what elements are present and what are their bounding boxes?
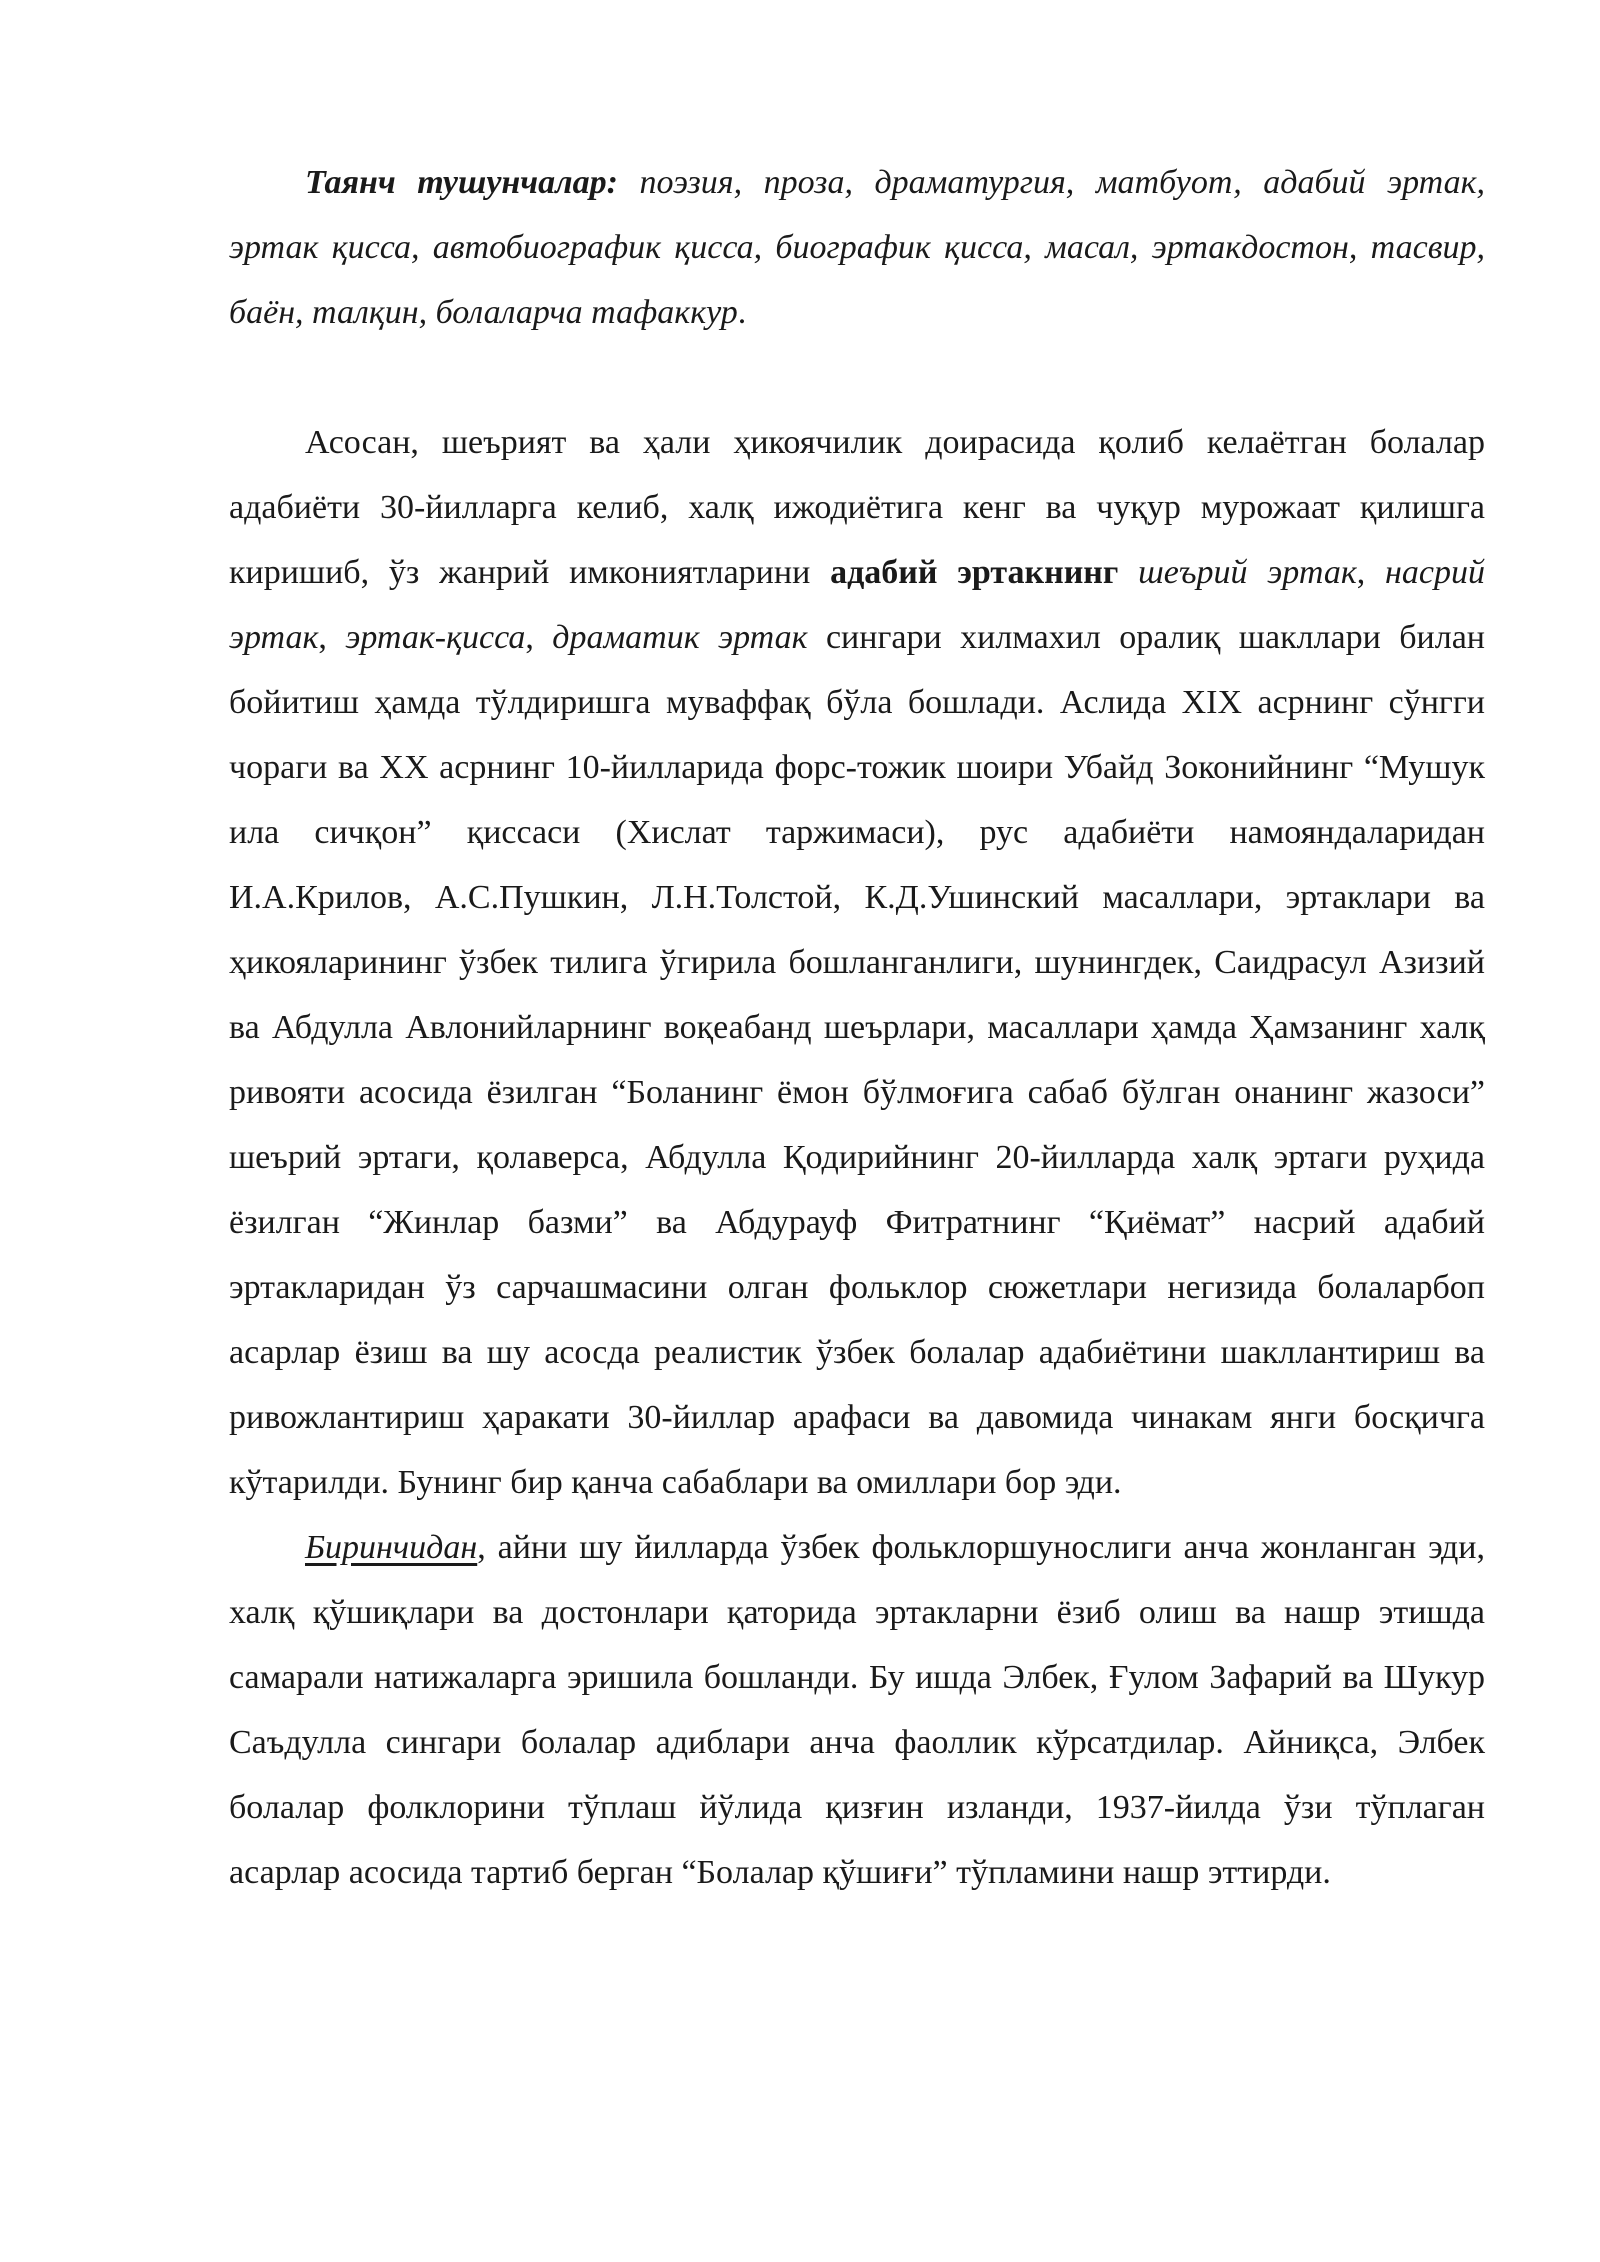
paragraph-1-italic-term-4: драматик эртак bbox=[552, 619, 808, 656]
body-paragraph-1 bbox=[229, 410, 1485, 1515]
key-terms-label: Таянч тушунчалар: bbox=[305, 164, 618, 201]
key-terms-paragraph bbox=[229, 150, 1485, 345]
paragraph-1-separator-1: , bbox=[1356, 554, 1386, 591]
paragraph-2-text: , айни шу йилларда ўзбек фольклоршунослиги анча жонланган эди, халқ қўшиқлари ва достонлари қаторида эртакларни ёзиб олиш ва нашр этишда самарали натижаларга эришила бошланди. Бу ишда Элбек, Ғулом Зафарий ва Шукур Саъдулла сингари болалар адиблари анча фаоллик кўрсатдилар. Айниқса, Элбек болалар фолклорини тўплаш йўлида қизғин изланди, 1937-йилда ўзи тўплаган асарлар асосида тартиб берган “Болалар қўшиғи” тўпламини нашр эттирди. bbox=[229, 1529, 1485, 1891]
paragraph-1-italic-term-2: насрий эртак bbox=[229, 554, 1485, 656]
paragraph-1-bold-term: адабий эртакнинг bbox=[830, 554, 1119, 591]
paragraph-1-space bbox=[1118, 554, 1138, 591]
paragraph-1-italic-term-1: шеърий эртак bbox=[1138, 554, 1357, 591]
paragraph-2-lead-word: Биринчидан bbox=[305, 1529, 478, 1566]
paragraph-1-separator-3: , bbox=[525, 619, 553, 656]
paragraph-1-separator-2: , bbox=[318, 619, 346, 656]
paragraph-1-text-b: сингари хилмахил оралиқ шакллари билан бойитиш ҳамда тўлдиришга муваффақ бўла бошлади. Аслида ХIХ асрнинг сўнгги чораги ва ХХ асрнинг 10-йилларида форс-тожик шоири Убайд Зоконийнинг “Мушук ила сичқон” қиссаси (Хислат таржимаси), рус адабиёти намояндаларидан И.А.Крилов, А.С.Пушкин, Л.Н.Толстой, К.Д.Ушинский масаллари, эртаклари ва ҳикояларининг ўзбек тилига ўгирила бошланганлиги, шунингдек, Саидрасул Азизий ва Абдулла Авлонийларнинг воқеабанд шеърлари, масаллари ҳамда Ҳамзанинг халқ ривояти асосида ёзилган “Боланинг ёмон бўлмоғига сабаб бўлган онанинг жазоси” шеърий эртаги, қолаверса, Абдулла Қодирийнинг 20-йилларда халқ эртаги руҳида ёзилган “Жинлар базми” ва Абдурауф Фитратнинг “Қиёмат” насрий адабий эртакларидан ўз сарчашмасини олган фольклор сюжетлари негизида болаларбоп асарлар ёзиш ва шу асосда реалистик ўзбек болалар адабиётини шакллантириш ва ривожлантириш ҳаракати 30-йиллар арафаси ва давомида чинакам янги босқичга кўтарилди. Бунинг бир қанча сабаблари ва омиллари бор эди. bbox=[229, 619, 1485, 1501]
paragraph-1-text-a: Асосан, шеърият ва ҳали ҳикоячилик доирасида қолиб келаётган болалар адабиёти 30-йилларга келиб, халқ ижодиётига кенг ва чуқур мурожаат қилишга киришиб, ўз жанрий имкониятларини bbox=[229, 424, 1485, 591]
document-page bbox=[229, 150, 1485, 1905]
key-terms-list: поэзия, проза, драматургия, матбуот, адабий эртак, эртак қисса, автобиографик қисса, биографик қисса, масал, эртакдостон, тасвир, баён, талқин, болаларча тафаккур bbox=[229, 164, 1485, 331]
body-paragraph-2 bbox=[229, 1515, 1485, 1905]
key-terms-end: . bbox=[737, 294, 747, 331]
paragraph-1-italic-term-3: эртак-қисса bbox=[345, 619, 526, 656]
